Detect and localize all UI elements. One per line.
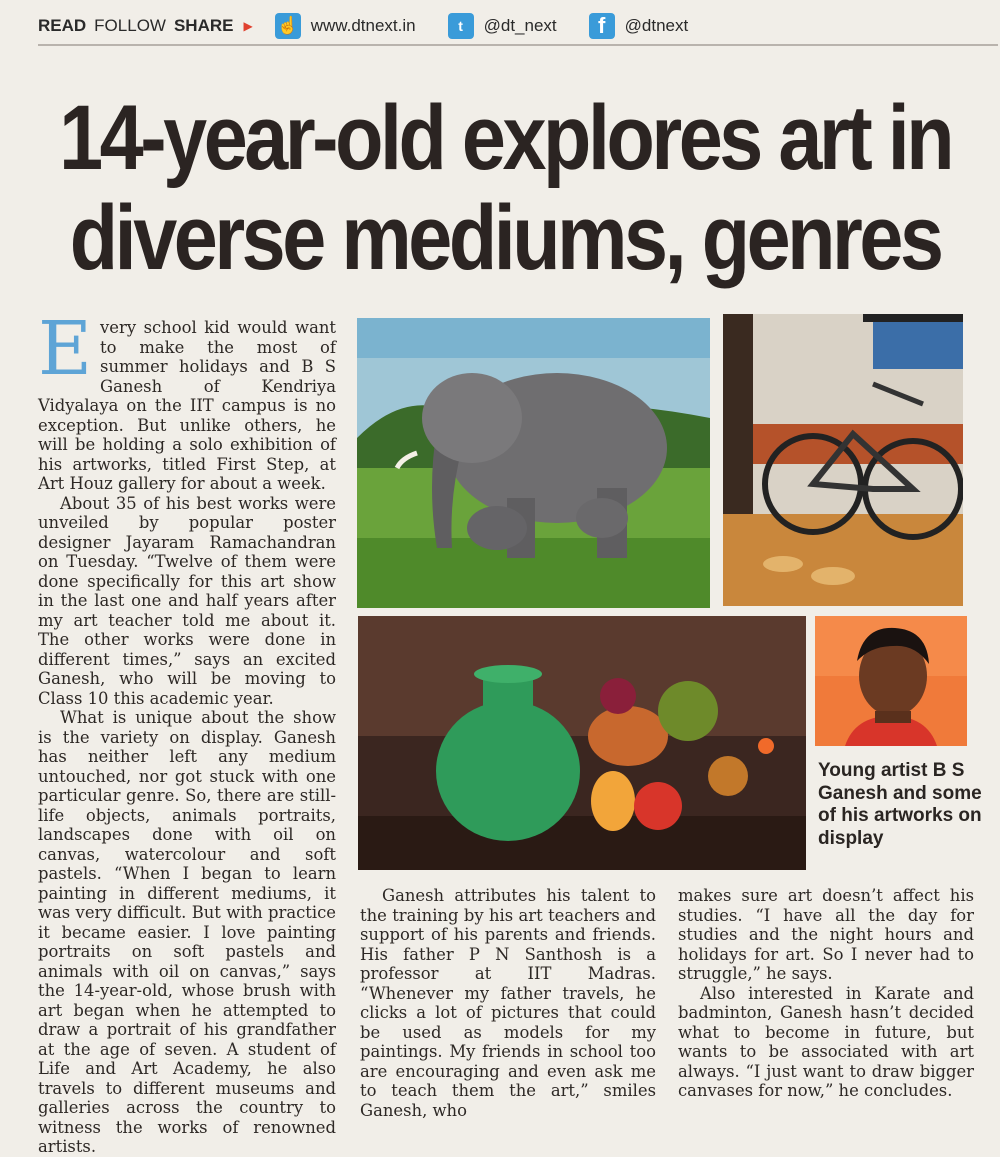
share-label: SHARE bbox=[173, 16, 234, 35]
article-paragraph: About 35 of his best works were unveiled by popular poster designer Jayaram Ramachandran on Tuesday. “Twelve of them were done specifically for this art show in the last one and half years after my art teacher told me about it. The other works were done in different times,” says an excited Ganesh, who will be moving to Class 10 this academic year. bbox=[38, 493, 336, 708]
twitter-bird-icon: t bbox=[448, 13, 474, 39]
photo-caption: Young artist B S Ganesh and some of his artworks on display bbox=[818, 760, 982, 849]
masthead-bar bbox=[38, 8, 998, 46]
article-column-3 bbox=[678, 886, 974, 1101]
facebook-handle[interactable]: @dtnext bbox=[624, 16, 689, 35]
headline-line-1: 14-year-old explores art in bbox=[59, 87, 952, 189]
article-paragraph: Ganesh attributes his talent to the training by his art teachers and support of his parents and friends. His father P N Santhosh is a professor at IIT Madras. “Whenever my father travels, he clicks a lot of pictures that could be used as models for my paintings. My friends in school too are encouraging and even ask me to teach them the art,” smiles Ganesh, who bbox=[360, 886, 656, 1120]
facebook-icon: f bbox=[589, 13, 615, 39]
headline-line-2: diverse mediums, genres bbox=[69, 187, 941, 289]
follow-label: FOLLOW bbox=[94, 16, 166, 35]
twitter-handle[interactable]: @dt_next bbox=[483, 16, 557, 35]
article-paragraph: Every school kid would want to make the most of summer holidays and B S Ganesh of Kendriya Vidyalaya on the IIT campus is no exception. But unlike others, he will be holding a solo exhibition of his artworks, titled First Step, at Art Houz gallery for about a week. bbox=[38, 306, 336, 493]
article-paragraph: Also interested in Karate and badminton, Ganesh hasn’t decided what to become in future, but wants to be associated with art always. “I just want to draw bigger canvases for now,” he concludes. bbox=[678, 983, 974, 1100]
hand-pointer-icon: ☝ bbox=[275, 13, 301, 39]
article-column-2 bbox=[360, 886, 656, 1120]
drop-cap: E bbox=[38, 306, 93, 392]
headline bbox=[30, 88, 980, 288]
artist-portrait-photo bbox=[815, 616, 967, 746]
elephant-painting-photo bbox=[357, 318, 710, 608]
article-column-1 bbox=[38, 306, 336, 1157]
website-link[interactable]: www.dtnext.in bbox=[310, 16, 416, 35]
arrow-right-icon: ▶ bbox=[243, 19, 253, 33]
article-paragraph: makes sure art doesn’t affect his studies. “I have all the day for studies and the night hours and holidays for art. So I never had to struggle,” he says. bbox=[678, 886, 974, 983]
article-paragraph: What is unique about the show is the variety on display. Ganesh has neither left any medium untouched, nor got stuck with one particular genre. So, there are still-life objects, animals portraits, landscapes done with oil on canvas, watercolour and soft pastels. “When I began to learn painting in different mediums, it was very difficult. But with practice it became easier. I love painting portraits on soft pastels and animals with oil on canvas,” says the 14-year-old, whose brush with art began when he attempted to draw a portrait of his grandfather at the age of seven. A student of Life and Art Academy, he also travels to different museums and galleries across the country to witness the works of renowned artists. bbox=[38, 708, 336, 1156]
still-life-painting-photo bbox=[358, 616, 806, 870]
bicycle-painting-photo bbox=[723, 314, 963, 606]
read-label: READ bbox=[38, 16, 87, 35]
